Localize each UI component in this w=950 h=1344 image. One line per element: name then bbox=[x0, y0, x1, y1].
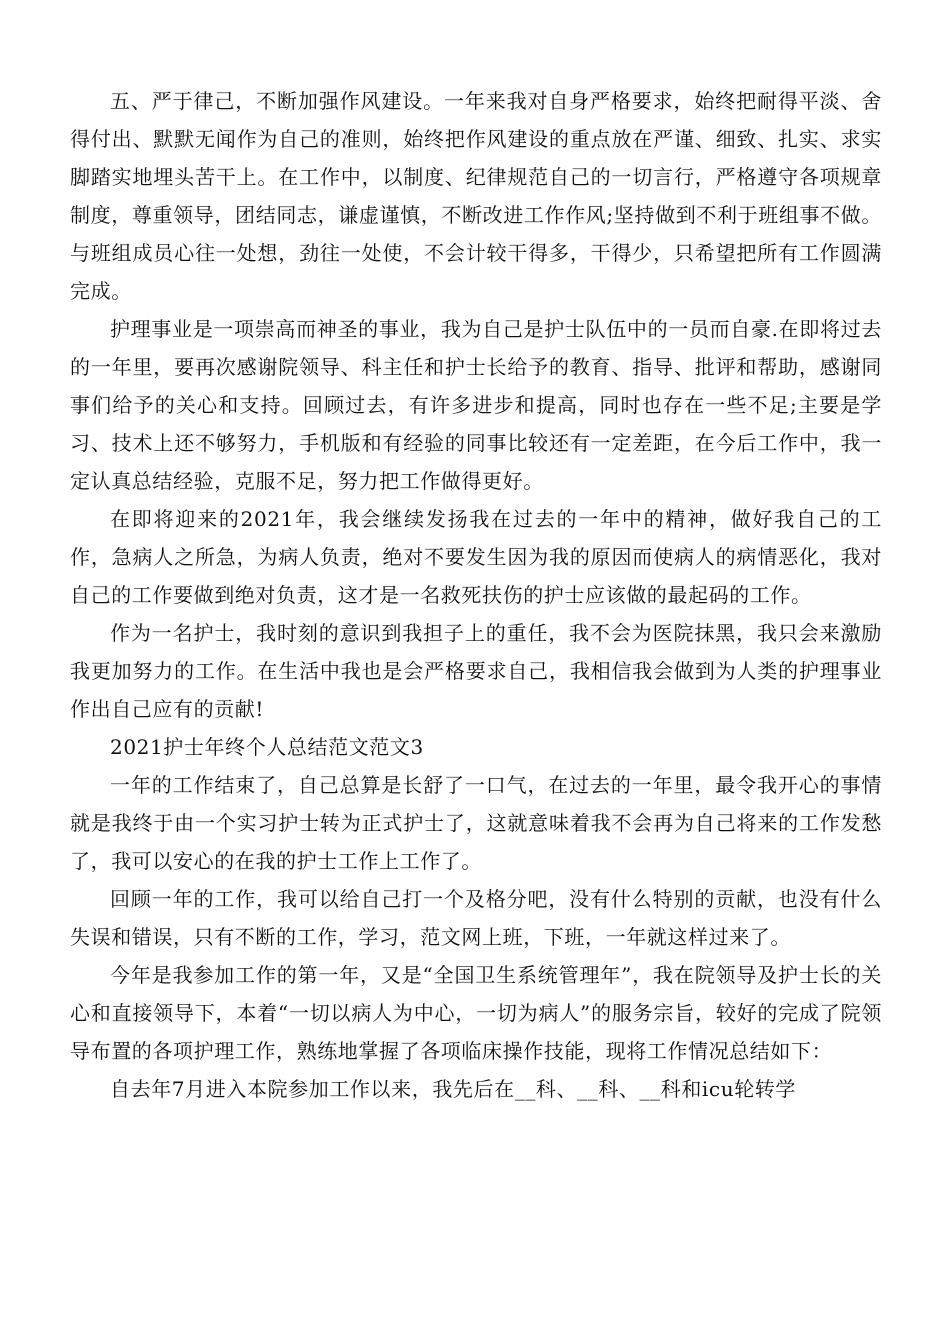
paragraph-first-year: 今年是我参加工作的第一年，又是“全国卫生系统管理年”，我在院领导及护士长的关心和直接领导下，本着“一切以病人为中心，一切为病人”的服务宗旨，较好的完成了院领导布置的各项护理工作，熟练地掌握了各项临床操作技能，现将工作情况总结如下： bbox=[70, 963, 882, 1063]
section-heading: 2021护士年终个人总结范文范文3 bbox=[110, 735, 424, 759]
document-body bbox=[70, 82, 882, 1108]
paragraph-year-end: 一年的工作结束了，自己总算是长舒了一口气，在过去的一年里，最令我开心的事情就是我终于由一个实习护士转为正式护士了，这就意味着我不会再为自己将来的工作发愁了，我可以安心的在我的护士工作上工作了。 bbox=[70, 773, 882, 873]
paragraph-review: 回顾一年的工作，我可以给自己打一个及格分吧，没有什么特别的贡献，也没有什么失误和错误，只有不断的工作，学习，范文网上班，下班，一年就这样过来了。 bbox=[70, 887, 882, 949]
paragraph-responsibility: 作为一名护士，我时刻的意识到我担子上的重任，我不会为医院抹黑，我只会来激励我更加努力的工作。在生活中我也是会严格要求自己，我相信我会做到为人类的护理事业作出自己应有的贡献! bbox=[70, 621, 882, 721]
paragraph-style-building: 五、严于律己，不断加强作风建设。一年来我对自身严格要求，始终把耐得平淡、舍得付出、默默无闻作为自己的准则，始终把作风建设的重点放在严谨、细致、扎实、求实脚踏实地埋头苦干上。在工作中，以制度、纪律规范自己的一切言行，严格遵守各项规章制度，尊重领导，团结同志，谦虚谨慎，不断改进工作作风;坚持做到不利于班组事不做。与班组成员心往一处想，劲往一处使，不会计较干得多，干得少，只希望把所有工作圆满完成。 bbox=[70, 89, 882, 303]
paragraph-rotation: 自去年7月进入本院参加工作以来，我先后在__科、__科、__科和icu轮转学 bbox=[110, 1077, 797, 1101]
paragraph-nursing-career: 护理事业是一项崇高而神圣的事业，我为自己是护士队伍中的一员而自豪.在即将过去的一年里，要再次感谢院领导、科主任和护士长给予的教育、指导、批评和帮助，感谢同事们给予的关心和支持。回顾过去，有许多进步和提高，同时也存在一些不足;主要是学习、技术上还不够努力，手机版和有经验的同事比较还有一定差距，在今后工作中，我一定认真总结经验，克服不足，努力把工作做得更好。 bbox=[70, 317, 882, 493]
paragraph-coming-year: 在即将迎来的2021年，我会继续发扬我在过去的一年中的精神，做好我自己的工作，急病人之所急，为病人负责，绝对不要发生因为我的原因而使病人的病情恶化，我对自己的工作要做到绝对负责，这才是一名救死扶伤的护士应该做的最起码的工作。 bbox=[70, 507, 882, 607]
